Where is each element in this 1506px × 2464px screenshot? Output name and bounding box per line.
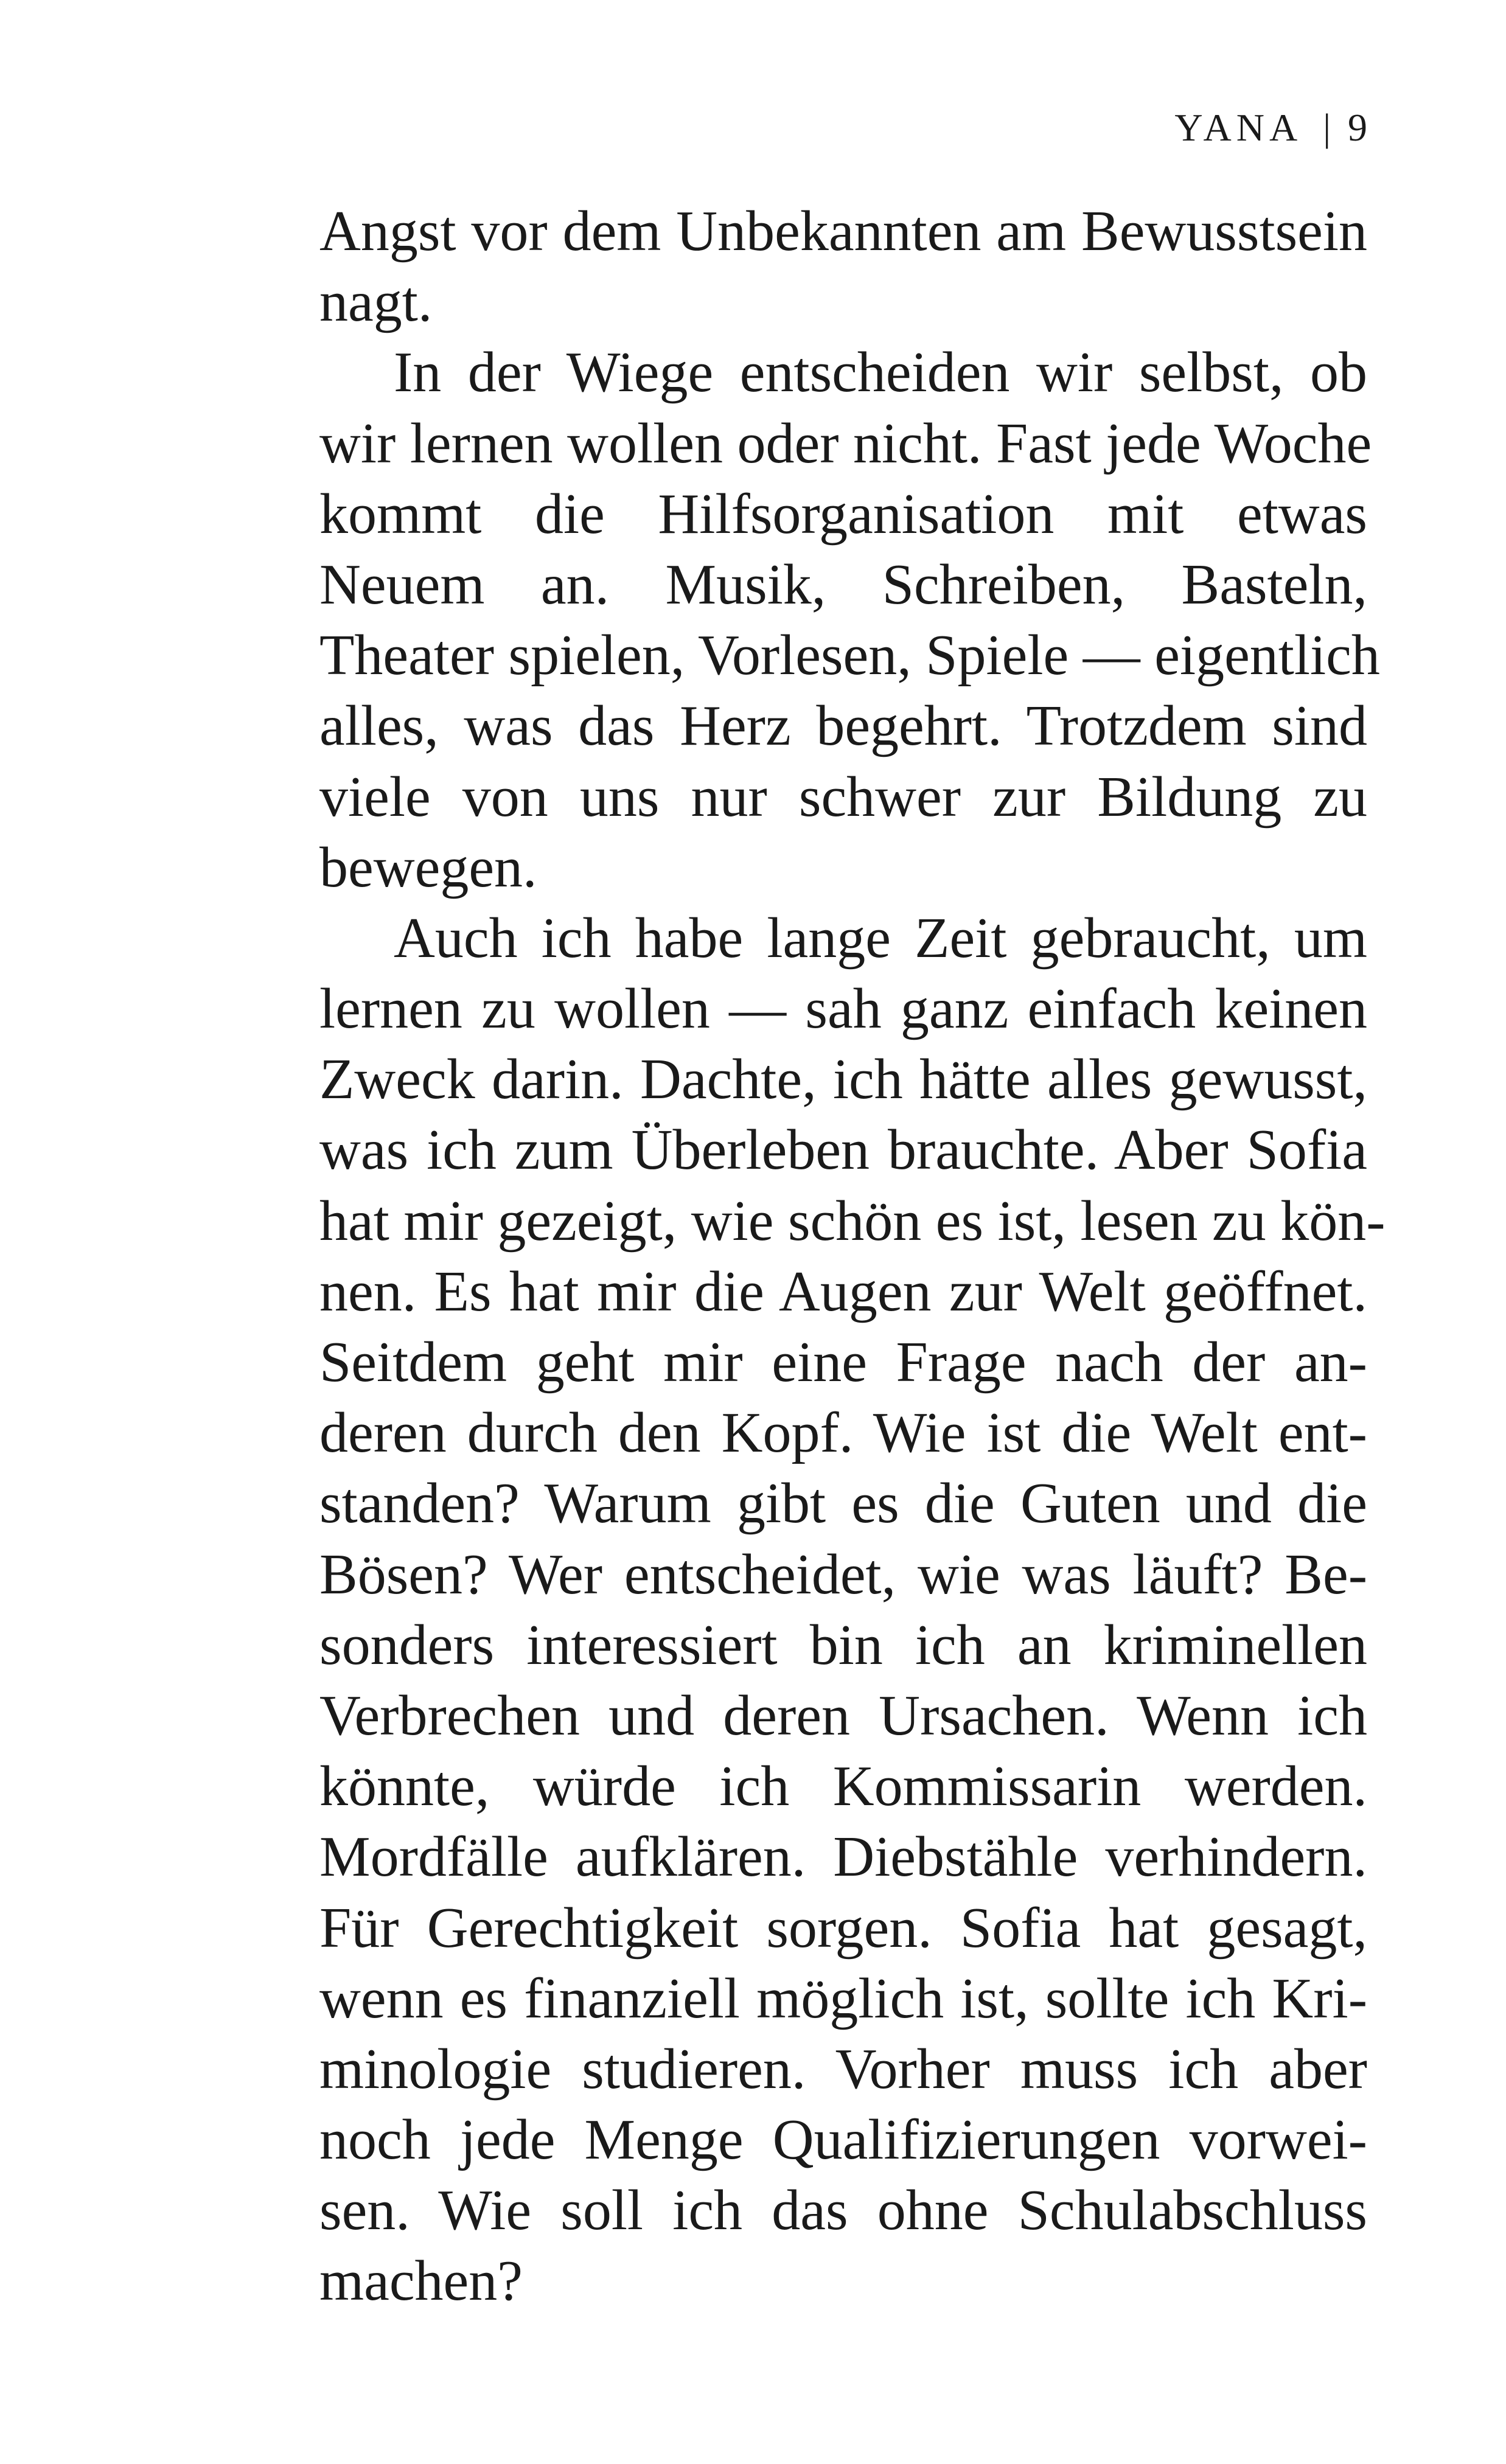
text-line: alles, was das Herz begehrt. Trotzdem sind xyxy=(319,694,1367,758)
text-line: machen? xyxy=(319,2249,523,2313)
text-line: minologie studieren. Vorher muss ich aber xyxy=(319,2037,1367,2101)
text-line: Theater spielen, Vorlesen, Spiele — eigentlich xyxy=(319,624,1380,687)
page-number: 9 xyxy=(1348,106,1367,149)
text-line: bewegen. xyxy=(319,835,537,899)
text-line: Angst vor dem Unbekannten am Bewusstsein xyxy=(319,200,1367,263)
text-line: Bösen? Wer entscheidet, wie was läuft? Be- xyxy=(319,1542,1367,1606)
text-line: kommt die Hilfsorganisation mit etwas xyxy=(319,482,1367,546)
text-line: noch jede Menge Qualifizierungen vorwei- xyxy=(319,2108,1367,2172)
text-line: wenn es finanziell möglich ist, sollte ich Kri- xyxy=(319,1966,1367,2030)
text-line: deren durch den Kopf. Wie ist die Welt ent- xyxy=(319,1401,1367,1465)
text-line: was ich zum Überleben brauchte. Aber Sofia xyxy=(319,1118,1367,1182)
text-line: sonders interessiert bin ich an kriminellen xyxy=(319,1613,1367,1677)
text-line: In der Wiege entscheiden wir selbst, ob xyxy=(394,341,1367,405)
paragraph xyxy=(319,903,1386,2317)
text-line: wir lernen wollen oder nicht. Fast jede Woche xyxy=(319,411,1372,475)
text-line: standen? Warum gibt es die Guten und die xyxy=(319,1472,1367,1536)
text-line: Verbrechen und deren Ursachen. Wenn ich xyxy=(319,1683,1367,1747)
paragraph xyxy=(319,196,1367,337)
paragraph xyxy=(319,337,1380,903)
text-line: Zweck darin. Dachte, ich hätte alles gewusst, xyxy=(319,1048,1367,1112)
header-separator: | xyxy=(1323,106,1331,149)
text-line: Auch ich habe lange Zeit gebraucht, um xyxy=(394,906,1367,970)
text-line: viele von uns nur schwer zur Bildung zu xyxy=(319,765,1367,829)
text-line: könnte, würde ich Kommissarin werden. xyxy=(319,1755,1367,1818)
text-line: Mordfälle aufklären. Diebstähle verhindern. xyxy=(319,1825,1367,1889)
text-line: Neuem an. Musik, Schreiben, Basteln, xyxy=(319,552,1367,616)
text-line: nen. Es hat mir die Augen zur Welt geöffnet. xyxy=(319,1259,1367,1323)
text-line: hat mir gezeigt, wie schön es ist, lesen zu kön- xyxy=(319,1189,1386,1253)
text-line: nagt. xyxy=(319,270,433,334)
text-line: Für Gerechtigkeit sorgen. Sofia hat gesagt, xyxy=(319,1896,1367,1960)
running-header xyxy=(1174,108,1367,147)
text-line: lernen zu wollen — sah ganz einfach keinen xyxy=(319,977,1367,1041)
text-line: sen. Wie soll ich das ohne Schulabschluss xyxy=(319,2179,1367,2243)
body-text xyxy=(319,196,1386,2317)
text-line: Seitdem geht mir eine Frage nach der an- xyxy=(319,1331,1367,1394)
running-title: YANA xyxy=(1174,106,1303,149)
